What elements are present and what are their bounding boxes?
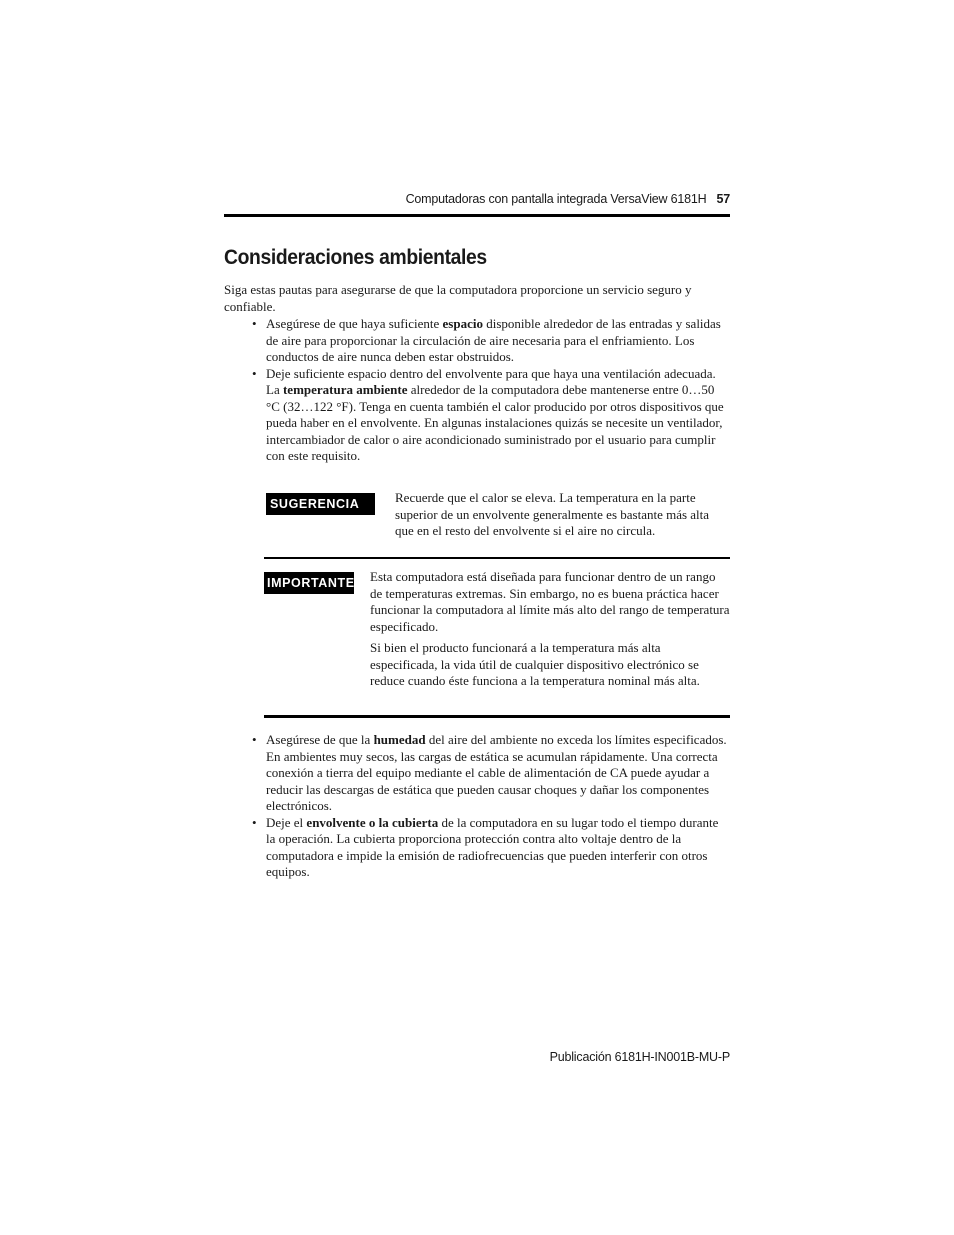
bullet-list-bottom [224, 732, 730, 881]
list-item-text: Asegúrese de que haya suficiente [266, 316, 443, 331]
important-label: IMPORTANTE [264, 572, 354, 594]
bullet-list-top [224, 316, 730, 465]
tip-label: SUGERENCIA [266, 493, 375, 515]
list-item-text: Deje suficiente espacio dentro del envolvente para que haya una ventilación adecuada. La [266, 365, 716, 397]
list-item [224, 732, 730, 815]
header-rule [224, 214, 730, 217]
list-item-bold: temperatura ambiente [282, 382, 408, 397]
list-item [224, 815, 730, 881]
list-item-text: Asegúrese de que la [266, 732, 374, 747]
list-item [224, 366, 730, 465]
section-title: Consideraciones ambientales [224, 246, 487, 269]
list-item-text: Deje el [266, 814, 307, 830]
publication-footer: Publicación 6181H-IN001B-MU-P [549, 1050, 730, 1064]
list-item-text: de la computadora en su lugar todo el tiempo durante la operación. La cubierta proporciona protección contra alto voltaje dentro de la computadora e impide la emisión de radiofrecuencias que pueden interferir con otros equipos. [266, 814, 719, 879]
running-title: Computadoras con pantalla integrada VersaView 6181H [405, 192, 707, 206]
note-divider [264, 557, 730, 559]
list-item-bold: envolvente o la cubierta [306, 814, 439, 830]
tip-text: Recuerde que el calor se eleva. La temperatura en la parte superior de un envolvente generalmente es bastante más alta que en el resto del envolvente si el aire no circula. [395, 490, 710, 538]
important-paragraph: Si bien el producto funcionará a la temperatura más alta especificada, la vida útil de cualquier dispositivo electrónico se reduce cuando éste funciona a la temperatura nominal más alta. [370, 640, 700, 688]
list-item [224, 316, 730, 366]
page-number: 57 [716, 192, 730, 206]
important-text [370, 569, 730, 695]
list-item-bold: humedad [373, 732, 426, 747]
running-header [224, 192, 730, 206]
intro-paragraph: Siga estas pautas para asegurarse de que la computadora proporcione un servicio seguro y confiable. [224, 282, 692, 314]
list-item-bold: espacio [442, 316, 483, 331]
list-item-text: alrededor de la computadora debe mantenerse entre 0…50 °C (32…122 °F). Tenga en cuenta también el calor producido por otros dispositivos que pueda haber en el envolvente. En algunas instalaciones quizás se necesite un ventilador, intercambiador de calor o aire acondicionado suministrado por el usuario para cumplir con este requisito. [266, 382, 724, 463]
list-item-text: del aire del ambiente no exceda los límites especificados. En ambientes muy secos, las cargas de estática se acumulan rápidamente. Una correcta conexión a tierra del equipo mediante el cable de alimentación de CA puede ayudar a reducir las descargas de estática que pueden causar choques y dañar los componentes electrónicos. [266, 732, 727, 813]
important-paragraph: Esta computadora está diseñada para funcionar dentro de un rango de temperaturas extremas. Sin embargo, no es buena práctica hacer funcionar la computadora al límite más alto del rango de temperatura especificado. [370, 569, 730, 634]
list-item-text: disponible alrededor de las entradas y salidas de aire para proporcionar la circulación de aire necesaria para el enfriamiento. Los conductos de aire nunca deben estar obstruidos. [266, 316, 721, 364]
note-bottom-rule [264, 715, 730, 718]
